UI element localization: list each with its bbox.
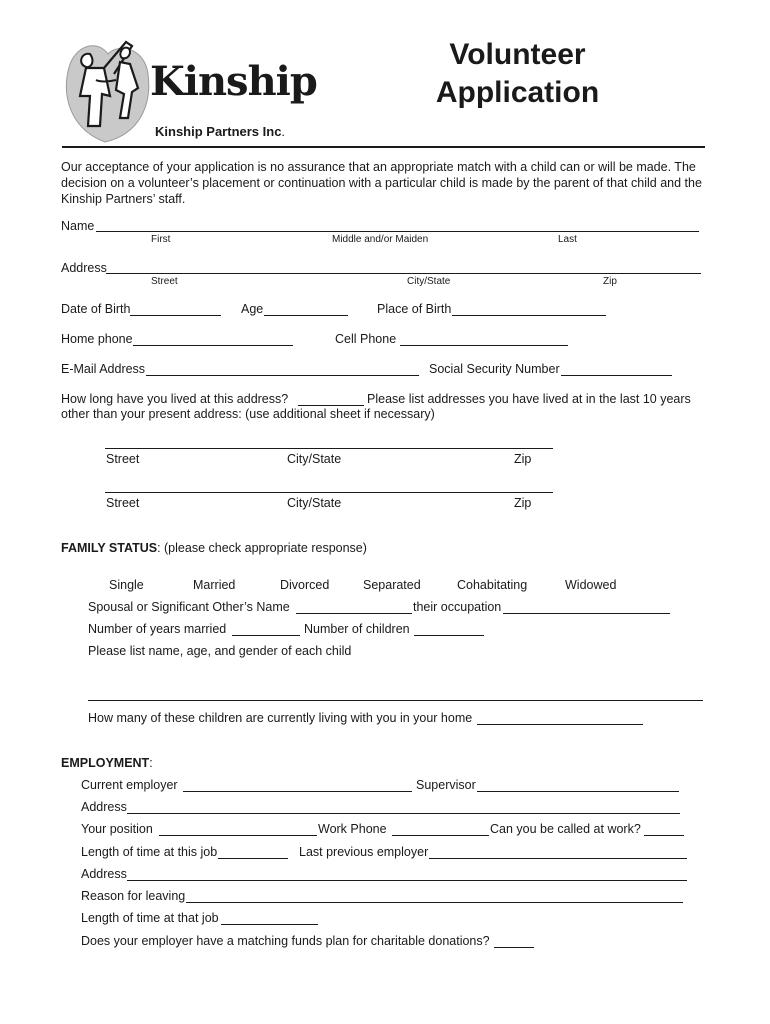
matching-funds-label: Does your employer have a matching funds plan for charitable donations? (81, 934, 490, 948)
place-of-birth-input[interactable] (452, 315, 606, 316)
previous-address-2-input[interactable] (105, 492, 553, 493)
length-at-job-label: Length of time at this job (81, 845, 218, 859)
children-list-label: Please list name, age, and gender of each child (88, 644, 352, 658)
dob-label: Date of Birth (61, 302, 131, 316)
option-widowed[interactable]: Widowed (565, 578, 617, 592)
place-of-birth-label: Place of Birth (377, 302, 452, 316)
length-at-previous-job-input[interactable] (221, 924, 318, 925)
years-married-input[interactable] (232, 635, 300, 636)
address-city-caption: City/State (407, 276, 451, 287)
family-status-heading-text: FAMILY STATUS (61, 541, 158, 555)
occupation-input[interactable] (503, 613, 670, 614)
called-at-work-input[interactable] (644, 835, 684, 836)
intro-paragraph (61, 159, 702, 207)
dob-input[interactable] (130, 315, 221, 316)
previous-address-1-city-caption: City/State (287, 452, 342, 466)
spouse-name-input[interactable] (296, 613, 412, 614)
called-at-work-label: Can you be called at work? (490, 822, 641, 836)
position-label: Your position (81, 822, 153, 836)
children-list-input[interactable] (88, 700, 703, 701)
name-first-caption: First (151, 234, 171, 245)
previous-address-1-input[interactable] (105, 448, 553, 449)
employment-heading-colon: : (149, 756, 153, 770)
cell-phone-input[interactable] (400, 345, 568, 346)
how-long-label: How long have you lived at this address? (61, 392, 289, 406)
name-input[interactable] (96, 231, 699, 232)
spouse-name-label: Spousal or Significant Other’s Name (88, 600, 290, 614)
organization-name-period: . (281, 124, 286, 139)
previous-employer-address-input[interactable] (127, 880, 687, 881)
age-input[interactable] (264, 315, 348, 316)
previous-address-2-zip-caption: Zip (514, 496, 532, 510)
home-phone-label: Home phone (61, 332, 133, 346)
organization-name (155, 124, 285, 139)
name-middle-caption: Middle and/or Maiden (332, 234, 429, 245)
length-at-previous-job-label: Length of time at that job (81, 911, 219, 925)
matching-funds-input[interactable] (494, 947, 534, 948)
employment-heading (61, 756, 153, 770)
ssn-label: Social Security Number (429, 362, 560, 376)
ssn-input[interactable] (561, 375, 672, 376)
number-of-children-label: Number of children (304, 622, 410, 636)
work-phone-input[interactable] (392, 835, 489, 836)
email-input[interactable] (146, 375, 419, 376)
previous-address-1-zip-caption: Zip (514, 452, 532, 466)
reason-for-leaving-label: Reason for leaving (81, 889, 186, 903)
previous-address-2-street-caption: Street (106, 496, 140, 510)
option-divorced[interactable]: Divorced (280, 578, 330, 592)
name-last-caption: Last (558, 234, 577, 245)
option-married[interactable]: Married (193, 578, 236, 592)
header-divider (62, 146, 705, 148)
family-status-heading (61, 541, 367, 555)
email-label: E-Mail Address (61, 362, 146, 376)
work-phone-label: Work Phone (318, 822, 387, 836)
reason-for-leaving-input[interactable] (186, 902, 683, 903)
previous-address-2-city-caption: City/State (287, 496, 342, 510)
option-separated[interactable]: Separated (363, 578, 421, 592)
current-employer-label: Current employer (81, 778, 178, 792)
number-of-children-input[interactable] (414, 635, 484, 636)
address-label: Address (61, 261, 107, 275)
home-phone-input[interactable] (133, 345, 293, 346)
supervisor-label: Supervisor (416, 778, 476, 792)
previous-employer-input[interactable] (429, 858, 687, 859)
family-status-note: : (please check appropriate response) (157, 541, 367, 555)
name-label: Name (61, 219, 95, 233)
previous-address-1-street-caption: Street (106, 452, 140, 466)
previous-employer-label: Last previous employer (299, 845, 429, 859)
how-long-input[interactable] (298, 405, 364, 406)
intro-line-3: Kinship Partners’ staff. (61, 192, 186, 206)
cell-phone-label: Cell Phone (335, 332, 397, 346)
current-employer-input[interactable] (183, 791, 412, 792)
employer-address-label: Address (81, 800, 127, 814)
supervisor-input[interactable] (477, 791, 679, 792)
page-title-line2: Application (435, 76, 600, 109)
employer-address-input[interactable] (127, 813, 680, 814)
length-at-job-input[interactable] (218, 858, 288, 859)
previous-addresses-instruction-line2: other than your present address: (use additional sheet if necessary) (61, 407, 435, 421)
address-input[interactable] (106, 273, 701, 274)
children-living-input[interactable] (477, 724, 643, 725)
previous-addresses-instruction: Please list addresses you have lived at in the last 10 years (367, 392, 691, 406)
kinship-logo-icon (60, 34, 156, 146)
position-input[interactable] (159, 835, 317, 836)
address-street-caption: Street (151, 276, 178, 287)
occupation-label: their occupation (413, 600, 502, 614)
option-single[interactable]: Single (109, 578, 144, 592)
brand-title: Kinship (150, 58, 317, 105)
intro-line-2: decision on a volunteer’s placement or continuation with a particular child is made by the parent of that child and the (61, 176, 702, 190)
previous-employer-address-label: Address (81, 867, 127, 881)
page-title (400, 36, 635, 112)
organization-name-text: Kinship Partners Inc (155, 124, 282, 139)
address-zip-caption: Zip (603, 276, 617, 287)
intro-line-1: Our acceptance of your application is no assurance that an appropriate match with a child can or will be made. The (61, 160, 696, 174)
employment-heading-text: EMPLOYMENT (61, 756, 150, 770)
children-living-label: How many of these children are currently living with you in your home (88, 711, 473, 725)
option-cohabitating[interactable]: Cohabitating (457, 578, 528, 592)
page-title-line1: Volunteer (449, 38, 586, 71)
years-married-label: Number of years married (88, 622, 227, 636)
age-label: Age (241, 302, 264, 316)
